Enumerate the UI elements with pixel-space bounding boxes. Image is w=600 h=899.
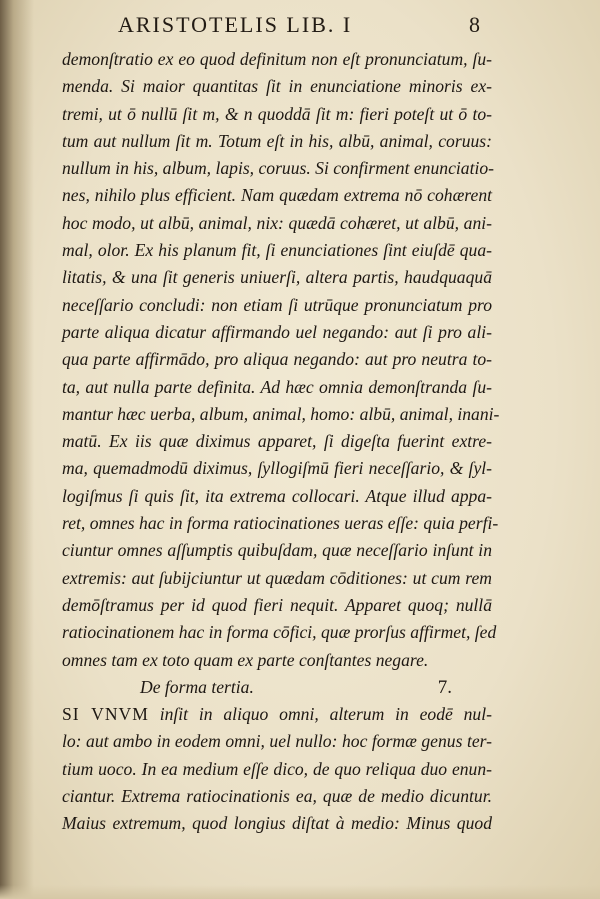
- text-line: menda. Si maior quantitas ſit in enunciatione minoris ex-: [62, 76, 492, 97]
- page-number: 8: [469, 12, 480, 37]
- text-line: tium uoco. In ea medium eſſe dico, de quo reliqua duo enun-: [62, 758, 492, 779]
- text-line: demōſtramus per id quod fieri nequit. Apparet quoq; nullā: [62, 594, 492, 615]
- text-line: tum aut nullum ſit m. Totum eſt in his, albū, animal, coruus:: [62, 130, 492, 151]
- text-line: hoc modo, ut albū, animal, nix: quædā cohæret, ut albū, ani-: [62, 212, 492, 233]
- paragraph-new: [62, 728, 492, 837]
- text-line: mal, olor. Ex his planum fit, ſi enunciationes ſint eiuſdē qua-: [62, 240, 492, 261]
- text-line: lo: aut ambo in eodem omni, uel nullo: hoc formæ genus ter-: [62, 731, 492, 752]
- lead-word: SI VNVM: [62, 704, 149, 725]
- text-line: omnes tam ex toto quam ex parte conſtantes negare.: [62, 649, 429, 670]
- text-line: ratiocinationem hac in forma cōfici, quæ prorſus affirmet, ſed: [62, 622, 497, 643]
- text-line: nes, nihilo plus efficient. Nam quædam extrema nō cohærent: [62, 185, 492, 206]
- text-line: ma, quemadmodū diximus, ſyllogiſmū fieri neceſſario, & ſyl-: [62, 458, 492, 479]
- text-line: logiſmus ſi quis ſit, ita extrema collocari. Atque illud appa-: [62, 485, 492, 506]
- running-head: ARISTOTELIS LIB. I: [118, 12, 353, 37]
- text-line: parte aliqua dicatur affirmando uel negando: aut ſi pro ali-: [62, 321, 492, 342]
- section-subheading: De forma tertia.: [140, 676, 254, 697]
- text-line: nullum in his, album, lapis, coruus. Si confirment enunciatio-: [62, 158, 495, 179]
- text-line: litatis, & una ſit generis uniuerſi, altera partis, haudquaquā: [62, 267, 492, 288]
- lead-rest: inſit in aliquo omni, alterum in eodē nul-: [148, 704, 492, 725]
- text-line: Maius extremum, quod longius diſtat à medio: Minus quod: [62, 813, 492, 834]
- gutter-shadow: [0, 0, 34, 899]
- page-header: [100, 12, 480, 40]
- text-line: ciantur. Extrema ratiocinationis ea, quæ de medio dicuntur.: [62, 786, 492, 807]
- text-line: extremis: aut ſubijciuntur ut quædam cōditiones: ut cum rem: [62, 567, 492, 588]
- text-line: tremi, ut ō nullū ſit m, & n quoddā ſit m: fieri poteſt ut ō to-: [62, 103, 492, 124]
- text-line: mantur hæc uerba, album, animal, homo: albū, animal, inani-: [62, 403, 500, 424]
- text-line: neceſſario concludi: non etiam ſi utrūque pronunciatum pro: [62, 294, 492, 315]
- text-line: ta, aut nulla parte definita. Ad hæc omnia demonſtranda ſu-: [62, 376, 492, 397]
- text-line: qua parte affirmādo, pro aliqua negando: aut pro neutra to-: [62, 349, 492, 370]
- text-line: ciuntur omnes aſſumptis quibuſdam, quæ neceſſario inſunt in: [62, 540, 492, 561]
- paragraph-continued: [62, 46, 500, 674]
- text-line: ret, omnes hac in forma ratiocinationes ueras eſſe: quia perfi-: [62, 513, 499, 534]
- section-number: 7.: [437, 676, 452, 698]
- section-heading: [62, 674, 492, 701]
- text-line: [62, 701, 492, 728]
- text-line: demonſtratio ex eo quod definitum non eſt pronunciatum, ſu-: [62, 49, 492, 69]
- text-line: matū. Ex iis quæ diximus apparet, ſi digeſta fuerint extre-: [62, 431, 492, 452]
- page-bottom-edge: [0, 885, 600, 899]
- main-text: [62, 46, 500, 838]
